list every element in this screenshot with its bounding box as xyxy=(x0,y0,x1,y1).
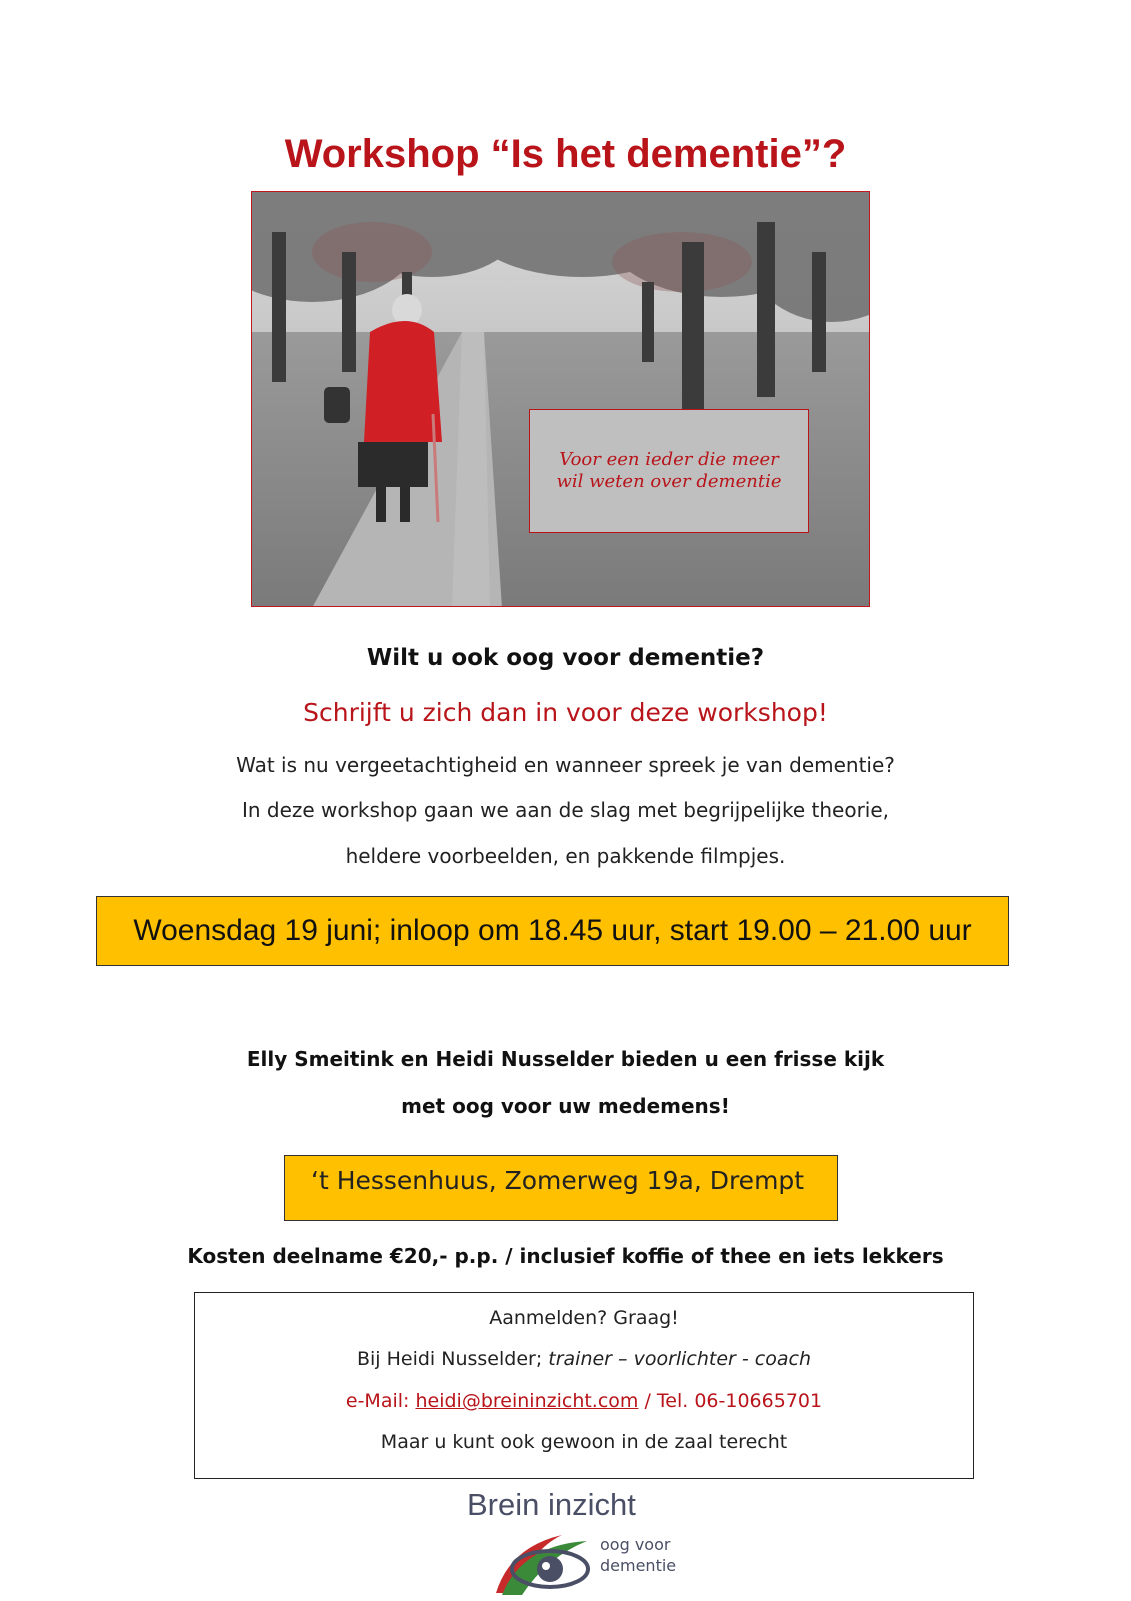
contact-details xyxy=(195,1390,973,1412)
logo-tagline-line: dementie xyxy=(600,1556,677,1575)
contact-box xyxy=(194,1292,974,1479)
contact-heading: Aanmelden? Graag! xyxy=(489,1307,679,1329)
contact-person-role: trainer – voorlichter - coach xyxy=(548,1348,812,1370)
photo-caption-box: Voor een ieder die meer wil weten over dementie xyxy=(529,409,809,533)
date-banner: Woensdag 19 juni; inloop om 18.45 uur, start 19.00 – 21.00 uur xyxy=(96,896,1009,966)
logo-tagline-line: oog voor xyxy=(600,1535,671,1554)
trainers-line: Elly Smeitink en Heidi Nusselder bieden u een frisse kijk xyxy=(246,1047,885,1071)
phone-text: / Tel. 06-10665701 xyxy=(638,1390,823,1412)
hero-photo xyxy=(251,191,870,607)
intro-line: heldere voorbeelden, en pakkende filmpjes. xyxy=(345,844,786,868)
venue-banner: ‘t Hessenhuus, Zomerweg 19a, Drempt xyxy=(284,1155,838,1221)
intro-line: In deze workshop gaan we aan de slag met begrijpelijke theorie, xyxy=(241,798,890,822)
costs-line: Kosten deelname €20,- p.p. / inclusief koffie of thee en iets lekkers xyxy=(187,1244,944,1268)
contact-person xyxy=(195,1348,973,1370)
call-to-action: Schrijft u zich dan in voor deze workshop! xyxy=(303,698,828,727)
walk-in-note: Maar u kunt ook gewoon in de zaal terecht xyxy=(380,1431,788,1453)
trainers-line: met oog voor uw medemens! xyxy=(401,1094,730,1118)
park-path-illustration xyxy=(252,192,870,607)
question-heading: Wilt u ook oog voor dementie? xyxy=(366,645,765,671)
page-title: Workshop “Is het dementie”? xyxy=(284,132,847,176)
email-link[interactable]: heidi@breininzicht.com xyxy=(415,1390,639,1412)
logo-tagline xyxy=(600,1534,676,1576)
intro-line: Wat is nu vergeetachtigheid en wanneer spreek je van dementie? xyxy=(236,753,895,777)
eye-icon xyxy=(492,1527,597,1601)
logo-name: Brein inzicht xyxy=(467,1487,636,1522)
contact-person-name: Bij Heidi Nusselder; xyxy=(356,1348,549,1370)
email-label: e-Mail: xyxy=(345,1390,416,1412)
